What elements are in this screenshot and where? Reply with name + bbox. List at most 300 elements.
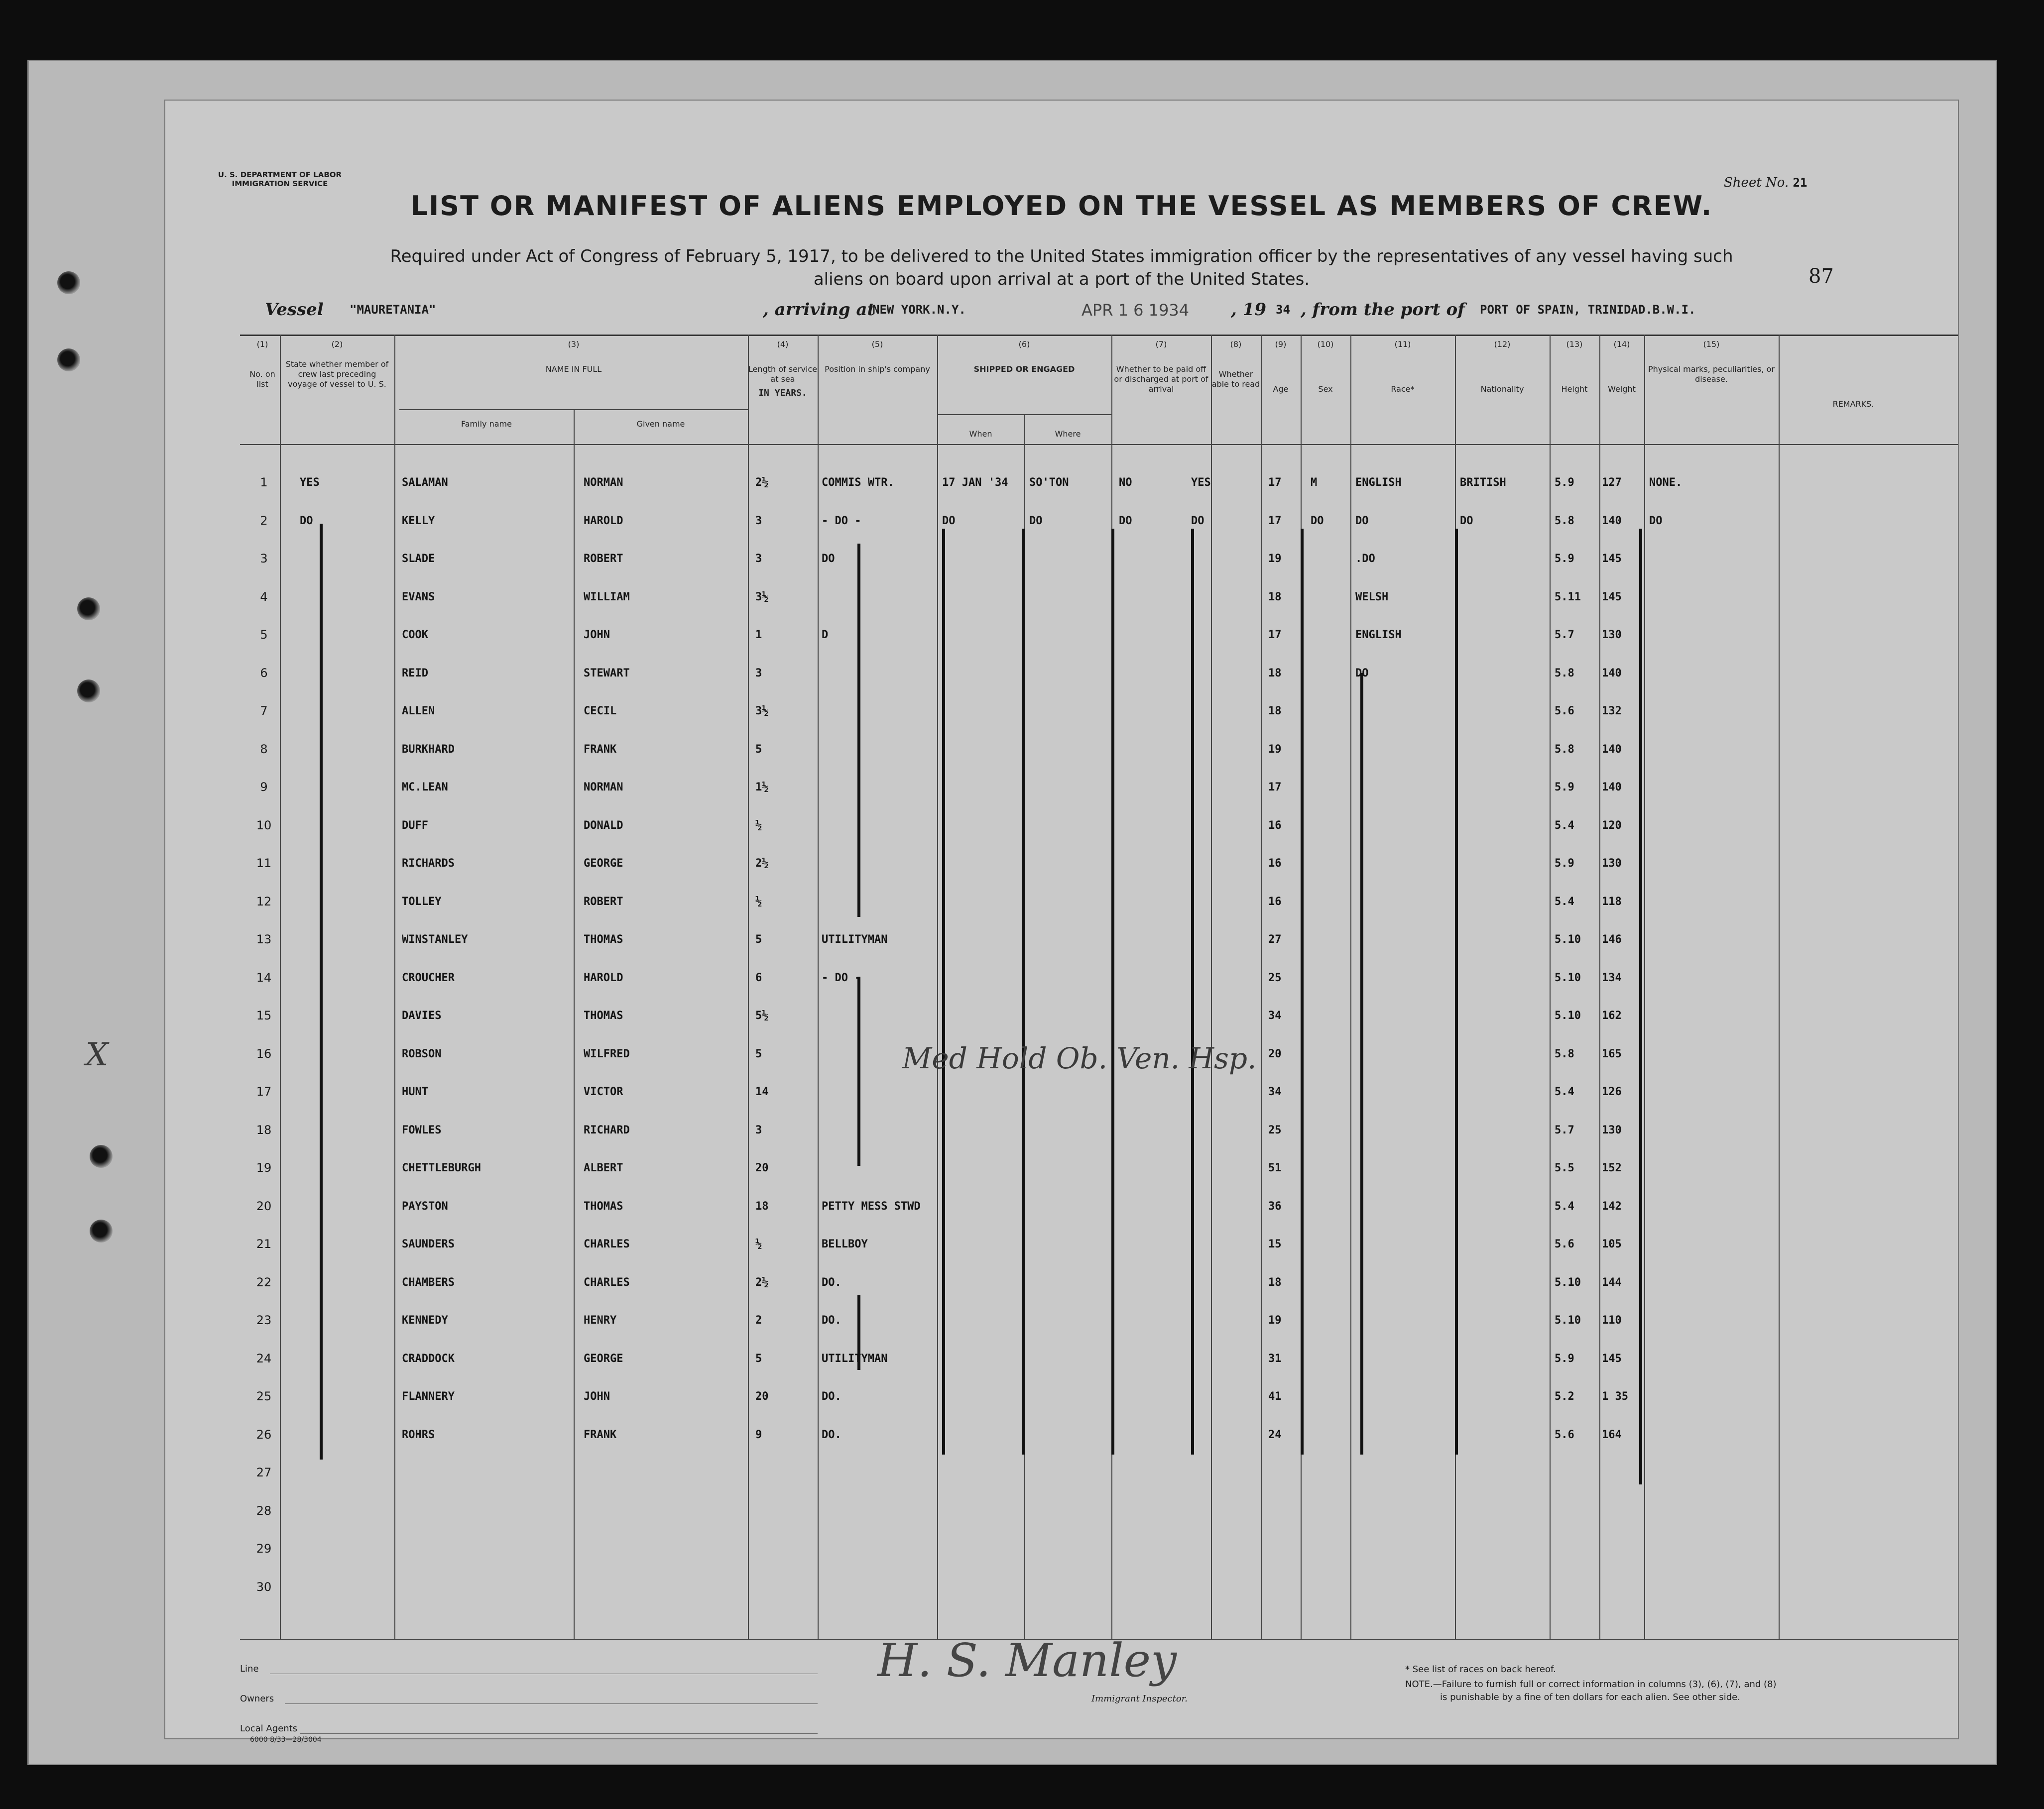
row-number: 11 xyxy=(256,856,272,870)
from-port: PORT OF SPAIN, TRINIDAD.B.W.I. xyxy=(1480,303,1696,317)
given-name-cell: GEORGE xyxy=(584,1352,623,1365)
height-cell: 5.9 xyxy=(1555,553,1574,565)
row-number: 4 xyxy=(260,589,268,604)
weight-cell: 152 xyxy=(1602,1162,1622,1174)
ditto-line-nationality xyxy=(1455,529,1458,1455)
col-3a-header: Family name xyxy=(461,419,512,429)
family-name-cell: TOLLEY xyxy=(402,895,442,908)
weight-cell: 140 xyxy=(1602,743,1622,756)
sheet-number xyxy=(1724,175,1807,190)
ditto-line-sex xyxy=(1301,529,1304,1455)
year-value: 34 xyxy=(1276,303,1290,317)
row-number: 15 xyxy=(256,1009,272,1022)
age-cell: 41 xyxy=(1268,1390,1282,1403)
age-cell: 34 xyxy=(1268,1086,1282,1098)
age-cell: 18 xyxy=(1268,705,1282,717)
height-cell: 5.8 xyxy=(1555,743,1574,756)
race-note: * See list of races on back hereof. xyxy=(1405,1664,1556,1675)
race-cell: ENGLISH xyxy=(1355,629,1402,641)
col-divider xyxy=(1644,335,1645,1639)
col-9-header: (9) Age xyxy=(1273,339,1289,394)
row-number: 7 xyxy=(260,704,268,718)
age-cell: 19 xyxy=(1268,743,1282,756)
given-name-cell: FRANK xyxy=(584,1428,617,1441)
weight-cell: 145 xyxy=(1602,590,1622,603)
row-number: 13 xyxy=(256,932,272,946)
height-cell: 5.4 xyxy=(1555,1200,1574,1213)
col-12-header: (12) Nationality xyxy=(1480,339,1524,394)
col-divider xyxy=(1261,335,1262,1639)
service-cell: 3½ xyxy=(755,590,769,603)
ditto-line-when xyxy=(942,529,945,1455)
row-number: 21 xyxy=(256,1237,272,1251)
ditto-line-member xyxy=(320,524,323,1460)
family-name-cell: CHAMBERS xyxy=(402,1276,455,1289)
given-name-cell: HAROLD xyxy=(584,971,623,984)
service-cell: 20 xyxy=(755,1390,769,1403)
position-cell: DO. xyxy=(822,1428,842,1441)
ditto-line-where xyxy=(1022,529,1025,1455)
position-cell: DO. xyxy=(822,1390,842,1403)
col-11-header: (11) Race* xyxy=(1391,339,1415,394)
col-divider xyxy=(748,335,749,1639)
service-cell: 5 xyxy=(755,1352,762,1365)
vessel-label: Vessel xyxy=(265,300,324,320)
ditto-line-position xyxy=(857,977,860,1166)
given-name-cell: ALBERT xyxy=(584,1162,623,1174)
row-number: 16 xyxy=(256,1046,272,1061)
given-name-cell: ROBERT xyxy=(584,895,623,908)
weight-cell: 140 xyxy=(1602,781,1622,793)
service-cell: 1 xyxy=(755,629,762,641)
weight-cell: 140 xyxy=(1602,667,1622,679)
weight-cell: 145 xyxy=(1602,553,1622,565)
subtitle-line-1: Required under Act of Congress of February 5, 1917, to be delivered to the United States immigration officer by the representatives of any vessel having such xyxy=(390,246,1733,266)
physical-marks-cell: DO xyxy=(1649,514,1663,527)
member-cell: DO xyxy=(300,514,313,527)
height-cell: 5.10 xyxy=(1555,1314,1581,1327)
col-divider xyxy=(1211,335,1212,1639)
age-cell: 20 xyxy=(1268,1047,1282,1060)
col-divider xyxy=(937,335,938,1639)
age-cell: 17 xyxy=(1268,514,1282,527)
binder-hole xyxy=(90,1220,113,1243)
form-top-rule xyxy=(240,335,1958,336)
service-cell: 5 xyxy=(755,743,762,756)
agency-line-1: U. S. DEPARTMENT OF LABOR xyxy=(218,170,342,179)
row-number: 27 xyxy=(256,1466,272,1479)
service-cell: 3 xyxy=(755,514,762,527)
binder-hole xyxy=(77,679,100,702)
col-divider xyxy=(1350,335,1351,1639)
family-name-cell: DUFF xyxy=(402,819,428,832)
age-cell: 17 xyxy=(1268,629,1282,641)
race-cell: WELSH xyxy=(1355,590,1389,603)
race-cell: DO xyxy=(1355,514,1369,527)
col-15-header: (15) Physical marks, peculiarities, or disease. xyxy=(1648,339,1775,384)
col-3-header: (3) NAME IN FULL xyxy=(545,339,602,374)
weight-cell: 126 xyxy=(1602,1086,1622,1098)
weight-cell: 144 xyxy=(1602,1276,1622,1289)
age-cell: 27 xyxy=(1268,933,1282,946)
position-cell: BELLBOY xyxy=(822,1238,868,1250)
service-cell: 3½ xyxy=(755,705,769,717)
sex-cell: DO xyxy=(1311,514,1324,527)
family-name-cell: FLANNERY xyxy=(402,1390,455,1403)
col-4-header: (4) Length of service at sea IN YEARS. xyxy=(748,339,818,398)
binder-hole xyxy=(77,597,100,620)
ditto-line-position xyxy=(857,1295,860,1370)
service-cell: 14 xyxy=(755,1086,769,1098)
height-cell: 5.6 xyxy=(1555,1238,1574,1250)
given-name-cell: HENRY xyxy=(584,1314,617,1327)
ditto-line-position xyxy=(857,544,860,917)
row-number: 26 xyxy=(256,1427,272,1442)
weight-cell: 132 xyxy=(1602,705,1622,717)
inspector-label: Immigrant Inspector. xyxy=(1091,1694,1188,1704)
weight-cell: 162 xyxy=(1602,1010,1622,1022)
service-cell: 2 xyxy=(755,1314,762,1327)
height-cell: 5.11 xyxy=(1555,590,1581,603)
weight-cell: 110 xyxy=(1602,1314,1622,1327)
given-name-cell: THOMAS xyxy=(584,1200,623,1213)
fine-note-1: NOTE.—Failure to furnish full or correct information in columns (3), (6), (7), and (8) xyxy=(1405,1679,1777,1690)
row-number: 6 xyxy=(260,666,268,680)
shipped-where-cell: SO'TON xyxy=(1029,476,1069,489)
col-divider xyxy=(1599,335,1600,1639)
row-number: 8 xyxy=(260,742,268,756)
row-number: 1 xyxy=(260,475,268,489)
given-name-cell: NORMAN xyxy=(584,476,623,489)
age-cell: 19 xyxy=(1268,553,1282,565)
shipped-when-cell: 17 JAN '34 xyxy=(942,476,1008,489)
year-label: , 19 xyxy=(1231,300,1266,320)
weight-cell: 130 xyxy=(1602,857,1622,870)
nationality-cell: BRITISH xyxy=(1460,476,1506,489)
page-title: LIST OR MANIFEST OF ALIENS EMPLOYED ON THE VESSEL AS MEMBERS OF CREW. xyxy=(410,190,1713,222)
given-name-cell: THOMAS xyxy=(584,1010,623,1022)
shipped-when-cell: DO xyxy=(942,514,956,527)
family-name-cell: CHETTLEBURGH xyxy=(402,1162,481,1174)
height-cell: 5.9 xyxy=(1555,476,1574,489)
service-cell: 5½ xyxy=(755,1010,769,1022)
margin-x-mark: X xyxy=(86,1036,109,1073)
col-2-header: (2) State whether member of crew last preceding voyage of vessel to U. S. xyxy=(285,339,389,389)
nationality-cell: DO xyxy=(1460,514,1473,527)
height-cell: 5.4 xyxy=(1555,895,1574,908)
family-name-cell: SALAMAN xyxy=(402,476,448,489)
weight-cell: 145 xyxy=(1602,1352,1622,1365)
family-name-cell: DAVIES xyxy=(402,1010,442,1022)
weight-cell: 105 xyxy=(1602,1238,1622,1250)
able-to-read-cell: DO xyxy=(1191,514,1204,527)
height-cell: 5.6 xyxy=(1555,705,1574,717)
vessel-name: "MAURETANIA" xyxy=(350,303,436,317)
col-3b-header: Given name xyxy=(636,419,685,429)
vessel-line xyxy=(265,300,1858,325)
height-cell: 5.5 xyxy=(1555,1162,1574,1174)
weight-cell: 134 xyxy=(1602,971,1622,984)
age-cell: 25 xyxy=(1268,971,1282,984)
age-cell: 25 xyxy=(1268,1124,1282,1136)
sheet-label: Sheet No. xyxy=(1724,175,1789,190)
col-6-header: (6) SHIPPED OR ENGAGED xyxy=(973,339,1075,374)
family-name-cell: SAUNDERS xyxy=(402,1238,455,1250)
family-name-cell: BURKHARD xyxy=(402,743,455,756)
col-13-header: (13) Height xyxy=(1561,339,1588,394)
position-cell: PETTY MESS STWD xyxy=(822,1200,921,1213)
service-cell: ½ xyxy=(755,819,762,832)
binder-hole xyxy=(90,1145,113,1168)
weight-cell: 1 35 xyxy=(1602,1390,1628,1403)
weight-cell: 142 xyxy=(1602,1200,1622,1213)
given-name-cell: CHARLES xyxy=(584,1276,630,1289)
age-cell: 16 xyxy=(1268,819,1282,832)
given-name-cell: RICHARD xyxy=(584,1124,630,1136)
row-number: 5 xyxy=(260,628,268,642)
race-cell: DO xyxy=(1355,667,1369,679)
footer-owners-label: Owners xyxy=(240,1694,274,1704)
footer-owners-rule xyxy=(285,1703,818,1704)
age-cell: 17 xyxy=(1268,476,1282,489)
service-cell: 9 xyxy=(755,1428,762,1441)
from-label: , from the port of xyxy=(1301,300,1465,320)
row-number: 14 xyxy=(256,970,272,985)
col-10-header: (10) Sex xyxy=(1317,339,1334,394)
age-cell: 36 xyxy=(1268,1200,1282,1213)
row-number: 10 xyxy=(256,818,272,832)
paid-off-cell: NO xyxy=(1119,476,1132,489)
given-name-cell: JOHN xyxy=(584,629,610,641)
given-name-cell: FRANK xyxy=(584,743,617,756)
ditto-line-paid xyxy=(1111,529,1114,1455)
given-name-cell: DONALD xyxy=(584,819,623,832)
family-name-cell: COOK xyxy=(402,629,428,641)
height-cell: 5.4 xyxy=(1555,819,1574,832)
sheet-value: 21 xyxy=(1793,176,1807,190)
age-cell: 16 xyxy=(1268,895,1282,908)
date-stamp: APR 1 6 1934 xyxy=(1082,301,1190,320)
footer-agents-rule xyxy=(300,1733,818,1734)
family-name-cell: KENNEDY xyxy=(402,1314,448,1327)
age-cell: 19 xyxy=(1268,1314,1282,1327)
height-cell: 5.6 xyxy=(1555,1428,1574,1441)
row-number: 29 xyxy=(256,1542,272,1556)
row-number: 22 xyxy=(256,1275,272,1289)
row-number: 30 xyxy=(256,1580,272,1594)
row-number: 23 xyxy=(256,1313,272,1327)
service-cell: 2½ xyxy=(755,476,769,489)
ditto-line-marks xyxy=(1639,529,1642,1484)
family-name-cell: CROUCHER xyxy=(402,971,455,984)
header-bottom-rule xyxy=(240,444,1958,445)
given-name-cell: WILLIAM xyxy=(584,590,630,603)
height-cell: 5.7 xyxy=(1555,1124,1574,1136)
row-number: 9 xyxy=(260,780,268,794)
position-cell: - DO - xyxy=(822,971,861,984)
given-name-cell: WILFRED xyxy=(584,1047,630,1060)
ditto-line-read xyxy=(1191,529,1194,1455)
col-divider xyxy=(394,335,395,1639)
col-divider xyxy=(1779,335,1780,1639)
agency-line-2: IMMIGRATION SERVICE xyxy=(232,179,328,188)
family-name-cell: WINSTANLEY xyxy=(402,933,468,946)
weight-cell: 146 xyxy=(1602,933,1622,946)
age-cell: 16 xyxy=(1268,857,1282,870)
weight-cell: 130 xyxy=(1602,629,1622,641)
col-divider xyxy=(574,409,575,1639)
col-6b-header: Where xyxy=(1055,429,1081,439)
footer-agents-label: Local Agents xyxy=(240,1723,298,1734)
service-cell: 5 xyxy=(755,933,762,946)
col-divider xyxy=(818,335,819,1639)
ditto-line-race xyxy=(1360,673,1363,1455)
family-name-cell: RICHARDS xyxy=(402,857,455,870)
age-cell: 51 xyxy=(1268,1162,1282,1174)
col-7-header: (7) Whether to be paid off or discharged at port of arrival xyxy=(1114,339,1208,394)
given-name-cell: HAROLD xyxy=(584,514,623,527)
row-number: 20 xyxy=(256,1199,272,1213)
height-cell: 5.9 xyxy=(1555,781,1574,793)
service-cell: 6 xyxy=(755,971,762,984)
arriving-port: NEW YORK.N.Y. xyxy=(872,303,966,317)
position-cell: DO. xyxy=(822,1276,842,1289)
height-cell: 5.10 xyxy=(1555,1276,1581,1289)
col-6a-header: When xyxy=(969,429,992,439)
age-cell: 18 xyxy=(1268,1276,1282,1289)
col-14-header: (14) Weight xyxy=(1608,339,1636,394)
given-name-cell: JOHN xyxy=(584,1390,610,1403)
service-cell: 3 xyxy=(755,553,762,565)
family-name-cell: HUNT xyxy=(402,1086,428,1098)
position-cell: UTILITYMAN xyxy=(822,1352,888,1365)
col-1-header: (1) No. on list xyxy=(249,339,275,389)
member-cell: YES xyxy=(300,476,320,489)
footer-line-label: Line xyxy=(240,1664,259,1674)
race-cell: ENGLISH xyxy=(1355,476,1402,489)
given-name-cell: ROBERT xyxy=(584,553,623,565)
family-name-cell: ROHRS xyxy=(402,1428,435,1441)
service-cell: 3 xyxy=(755,667,762,679)
sex-cell: M xyxy=(1311,476,1318,489)
family-name-cell: ALLEN xyxy=(402,705,435,717)
service-cell: 2½ xyxy=(755,1276,769,1289)
arriving-label: , arriving at xyxy=(763,300,875,320)
given-name-cell: THOMAS xyxy=(584,933,623,946)
physical-marks-cell: NONE. xyxy=(1649,476,1683,489)
service-cell: 2½ xyxy=(755,857,769,870)
inspector-signature: H. S. Manley xyxy=(877,1634,1177,1687)
family-name-cell: EVANS xyxy=(402,590,435,603)
able-to-read-cell: YES xyxy=(1191,476,1211,489)
age-cell: 15 xyxy=(1268,1238,1282,1250)
page-number: 87 xyxy=(1808,265,1834,288)
position-cell: D xyxy=(822,629,829,641)
height-cell: 5.8 xyxy=(1555,514,1574,527)
weight-cell: 127 xyxy=(1602,476,1622,489)
weight-cell: 118 xyxy=(1602,895,1622,908)
row-number: 24 xyxy=(256,1351,272,1365)
weight-cell: 140 xyxy=(1602,514,1622,527)
family-name-cell: FOWLES xyxy=(402,1124,442,1136)
family-name-cell: CRADDOCK xyxy=(402,1352,455,1365)
age-cell: 17 xyxy=(1268,781,1282,793)
service-cell: 3 xyxy=(755,1124,762,1136)
manifest-sheet xyxy=(86,100,1959,1744)
age-cell: 18 xyxy=(1268,590,1282,603)
col-divider xyxy=(280,335,281,1639)
col-16-header: REMARKS. xyxy=(1832,399,1874,409)
given-name-cell: STEWART xyxy=(584,667,630,679)
position-cell: DO xyxy=(822,553,835,565)
weight-cell: 165 xyxy=(1602,1047,1622,1060)
height-cell: 5.9 xyxy=(1555,857,1574,870)
row-number: 12 xyxy=(256,894,272,908)
subtitle-line-2: aliens on board upon arrival at a port of the United States. xyxy=(813,269,1310,289)
family-name-cell: KELLY xyxy=(402,514,435,527)
col-8-header: (8) Whether able to read xyxy=(1211,339,1260,389)
weight-cell: 120 xyxy=(1602,819,1622,832)
given-name-cell: NORMAN xyxy=(584,781,623,793)
row-number: 17 xyxy=(256,1085,272,1099)
fine-note-2: is punishable by a fine of ten dollars for each alien. See other side. xyxy=(1440,1692,1740,1702)
weight-cell: 164 xyxy=(1602,1428,1622,1441)
form-code: 6000 8/33—28/3004 xyxy=(250,1736,322,1744)
agency-block xyxy=(195,170,364,188)
age-cell: 18 xyxy=(1268,667,1282,679)
row-number: 3 xyxy=(260,552,268,565)
col-5-header: (5) Position in ship's company xyxy=(825,339,930,374)
service-cell: 18 xyxy=(755,1200,769,1213)
service-cell: 1½ xyxy=(755,781,769,793)
height-cell: 5.10 xyxy=(1555,1010,1581,1022)
family-name-cell: ROBSON xyxy=(402,1047,442,1060)
age-cell: 24 xyxy=(1268,1428,1282,1441)
height-cell: 5.8 xyxy=(1555,667,1574,679)
service-cell: ½ xyxy=(755,1238,762,1250)
handwritten-annotation: Med Hold Ob. Ven. Hsp. xyxy=(902,1041,1257,1075)
given-name-cell: CECIL xyxy=(584,705,617,717)
height-cell: 5.9 xyxy=(1555,1352,1574,1365)
height-cell: 5.8 xyxy=(1555,1047,1574,1060)
shipped-where-cell: DO xyxy=(1029,514,1043,527)
family-name-cell: SLADE xyxy=(402,553,435,565)
age-cell: 34 xyxy=(1268,1010,1282,1022)
given-name-cell: CHARLES xyxy=(584,1238,630,1250)
binder-hole xyxy=(57,271,80,294)
height-cell: 5.4 xyxy=(1555,1086,1574,1098)
given-name-cell: VICTOR xyxy=(584,1086,623,1098)
age-cell: 31 xyxy=(1268,1352,1282,1365)
family-name-cell: MC.LEAN xyxy=(402,781,448,793)
position-cell: COMMIS WTR. xyxy=(822,476,894,489)
row-number: 19 xyxy=(256,1161,272,1175)
row-number: 18 xyxy=(256,1123,272,1137)
row-number: 2 xyxy=(260,513,268,528)
paid-off-cell: DO xyxy=(1119,514,1132,527)
position-cell: UTILITYMAN xyxy=(822,933,888,946)
family-name-cell: REID xyxy=(402,667,428,679)
height-cell: 5.7 xyxy=(1555,629,1574,641)
service-cell: 20 xyxy=(755,1162,769,1174)
weight-cell: 130 xyxy=(1602,1124,1622,1136)
height-cell: 5.10 xyxy=(1555,933,1581,946)
position-cell: - DO - xyxy=(822,514,861,527)
position-cell: DO. xyxy=(822,1314,842,1327)
row-number: 28 xyxy=(256,1503,272,1518)
height-cell: 5.2 xyxy=(1555,1390,1574,1403)
race-cell: .DO xyxy=(1355,553,1375,565)
